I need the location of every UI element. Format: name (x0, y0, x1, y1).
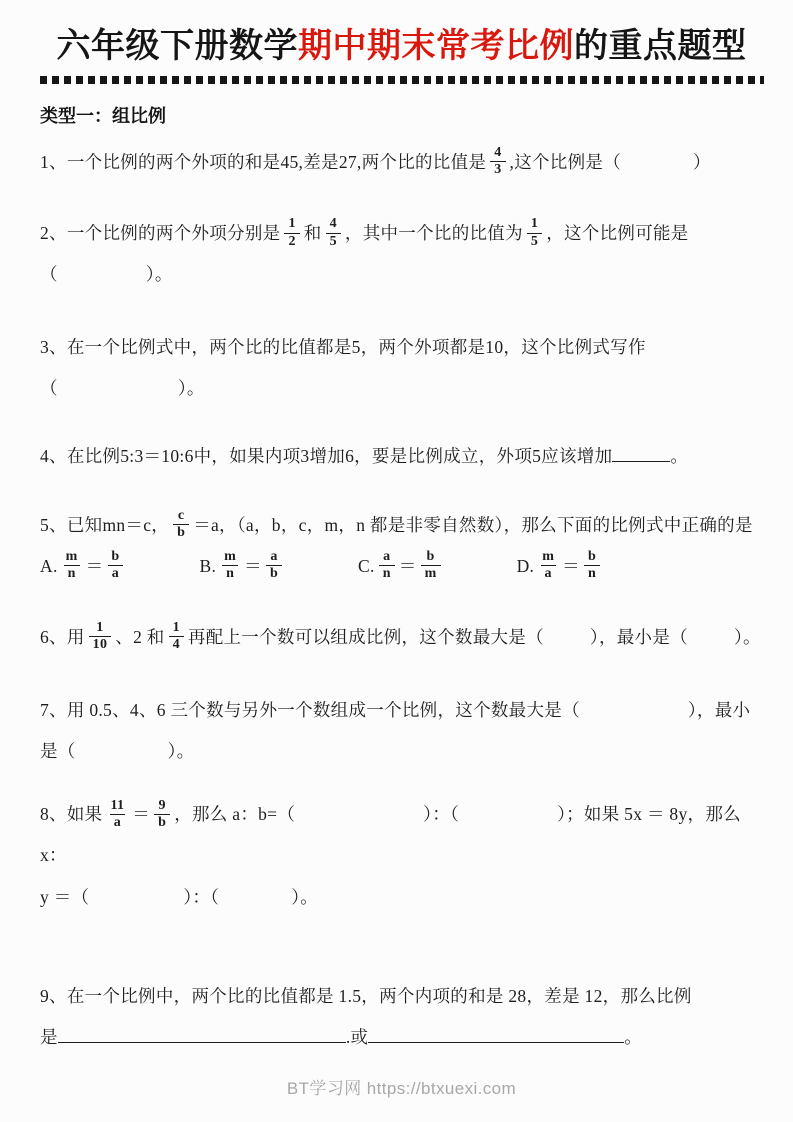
question-text: 5、已知mn＝c， (40, 514, 170, 535)
title-black-prefix: 六年级下册数学 (56, 27, 298, 65)
section-heading: 类型一：组比例 (40, 105, 166, 126)
fraction-numerator: 1 (530, 216, 539, 232)
answer-paren-space (286, 554, 358, 572)
dotted-separator (40, 76, 764, 84)
fraction-numerator: 1 (288, 216, 296, 232)
question-text: ），最小 (687, 700, 751, 721)
fraction-denominator: 5 (527, 233, 542, 250)
question-text: ，其中一个比的比值为 (344, 223, 523, 244)
answer-paren-space (76, 740, 168, 758)
question-text: 3、在一个比例式中，两个比的比值都是5，两个外项都是10，这个比例式写作 (40, 337, 646, 358)
fraction-numerator: 4 (494, 145, 502, 161)
question-text: 1、一个比例的两个外项的和是45,差是27,两个比的比值是 (40, 151, 487, 172)
answer-paren-space (219, 885, 291, 903)
questions-list (40, 142, 763, 1058)
question-text: 和 (303, 223, 322, 244)
question-text: ）。 (291, 886, 319, 907)
fraction (89, 620, 112, 653)
answer-paren-space (58, 263, 146, 281)
fraction-denominator: 5 (326, 233, 341, 250)
question-text: ，那么 a：b=（ (174, 804, 296, 825)
question-text: ,这个比例是（ (509, 151, 621, 172)
question-text: ＝ (132, 804, 151, 825)
fraction-denominator: a (110, 814, 125, 831)
question-4 (40, 436, 763, 477)
question-text: （ (40, 264, 58, 285)
fraction-denominator: n (379, 565, 395, 582)
fraction-numerator: a (270, 549, 278, 565)
fraction-denominator: n (64, 565, 80, 582)
question-text: 2、一个比例的两个外项分别是 (40, 223, 281, 244)
answer-paren-space (580, 699, 688, 717)
fraction-numerator: b (587, 549, 597, 565)
answer-paren-space (544, 625, 590, 643)
fraction-denominator: a (541, 565, 556, 582)
question-2 (40, 213, 763, 295)
title-black-suffix: 的重点题型 (574, 27, 747, 65)
fraction (173, 508, 189, 541)
footer-watermark: BT学习网 https://btxuexi.com (286, 1078, 517, 1098)
answer-paren-space (459, 803, 557, 821)
question-text: ＝ (244, 555, 262, 576)
fraction-denominator: 3 (490, 161, 505, 178)
fraction-numerator: m (65, 549, 78, 565)
fraction (220, 549, 240, 582)
answer-blank-line (368, 1023, 624, 1042)
question-text: ＝ (85, 555, 104, 576)
fraction (154, 798, 170, 831)
page-title (40, 24, 763, 70)
fraction-denominator: 10 (89, 636, 112, 653)
question-text: ＝ (398, 555, 417, 576)
question-text: y ＝（ (40, 886, 90, 907)
fraction (538, 549, 558, 582)
question-text: 是 (40, 1026, 58, 1047)
fraction-denominator: n (584, 565, 600, 582)
question-text: ）。 (145, 264, 173, 285)
fraction-denominator: 2 (284, 233, 299, 250)
fraction (421, 549, 441, 582)
question-7 (40, 690, 763, 772)
question-3 (40, 327, 763, 409)
question-9 (40, 976, 763, 1058)
question-text: ），最小是（ (589, 626, 688, 647)
fraction-numerator: m (542, 549, 555, 565)
answer-paren-space (89, 885, 183, 903)
question-text: 7、用 0.5、4、6 三个数与另外一个数组成一个比例，这个数最大是（ (40, 700, 580, 721)
question-text: ＝ (562, 555, 580, 576)
question-5 (40, 505, 763, 587)
fraction-denominator: a (108, 565, 123, 582)
question-6 (40, 617, 763, 658)
question-text: 再配上一个数可以组成比例，这个数最大是（ (187, 626, 544, 647)
fraction-numerator: 1 (172, 620, 180, 636)
fraction-numerator: a (383, 549, 391, 565)
question-text: ）：（ (423, 804, 460, 825)
answer-paren-space (445, 554, 517, 572)
question-text: ，这个比例可能是 (546, 223, 689, 244)
question-text: .或 (345, 1026, 369, 1047)
question-text: ） (693, 151, 711, 172)
question-text: 、2 和 (115, 626, 165, 647)
worksheet-content (0, 24, 793, 1099)
question-text: ）。 (733, 626, 761, 647)
fraction-numerator: 4 (329, 216, 337, 232)
fraction-numerator: b (111, 549, 120, 565)
question-text: 。 (670, 445, 689, 466)
question-text: ）：（ (183, 886, 220, 907)
answer-paren-space (58, 377, 178, 395)
fraction (326, 216, 341, 249)
question-text: 6、用 (40, 626, 85, 647)
question-text: B. (199, 555, 217, 576)
answer-blank-line (612, 442, 670, 461)
fraction (379, 549, 395, 582)
question-text: ）。 (177, 378, 205, 399)
answer-paren-space (688, 625, 734, 643)
fraction (284, 216, 299, 249)
fraction (107, 549, 123, 582)
fraction-denominator: b (173, 524, 189, 541)
question-text: ）。 (167, 741, 195, 762)
question-text: 4、在比例5:3＝10:6中，如果内项3增加6，要是比例成立，外项5应该增加 (40, 445, 613, 466)
question-text: C. (358, 555, 375, 576)
answer-paren-space (128, 554, 200, 572)
question-8 (40, 794, 763, 917)
title-red-middle: 期中期末常考比例 (298, 27, 574, 65)
answer-paren-space (295, 803, 423, 821)
fraction-numerator: c (177, 508, 185, 524)
fraction-denominator: n (222, 565, 238, 582)
fraction-denominator: 4 (169, 636, 184, 653)
fraction-numerator: 9 (158, 797, 166, 813)
question-1 (40, 142, 763, 183)
fraction (106, 798, 128, 831)
question-text: ）；如果 5x ＝ 8y，那么 x： (40, 804, 741, 866)
fraction (527, 216, 542, 249)
fraction (266, 549, 282, 582)
question-text: ＝a，（a，b，c，m，n 都是非零自然数），那么下面的比例式中正确的是 (193, 514, 753, 535)
fraction-numerator: m (224, 549, 237, 565)
fraction-numerator: 1 (96, 620, 104, 636)
question-text: 9、在一个比例中，两个比的比值都是 1.5，两个内项的和是 28，差是 12，那么比例 (40, 985, 692, 1006)
fraction (490, 145, 505, 178)
fraction-denominator: m (421, 565, 441, 582)
fraction (169, 620, 184, 653)
question-text: 是（ (40, 741, 76, 762)
fraction (62, 549, 82, 582)
question-text: （ (40, 378, 58, 399)
answer-paren-space (621, 150, 693, 168)
question-text: A. (40, 555, 58, 576)
fraction-numerator: 11 (110, 797, 125, 813)
fraction-denominator: b (266, 565, 282, 582)
question-text: 。 (624, 1026, 643, 1047)
fraction-numerator: b (426, 549, 435, 565)
fraction-denominator: b (154, 814, 170, 831)
question-text: 8、如果 (40, 804, 103, 825)
question-text: D. (516, 555, 535, 576)
answer-blank-line (58, 1023, 346, 1042)
fraction (584, 549, 600, 582)
